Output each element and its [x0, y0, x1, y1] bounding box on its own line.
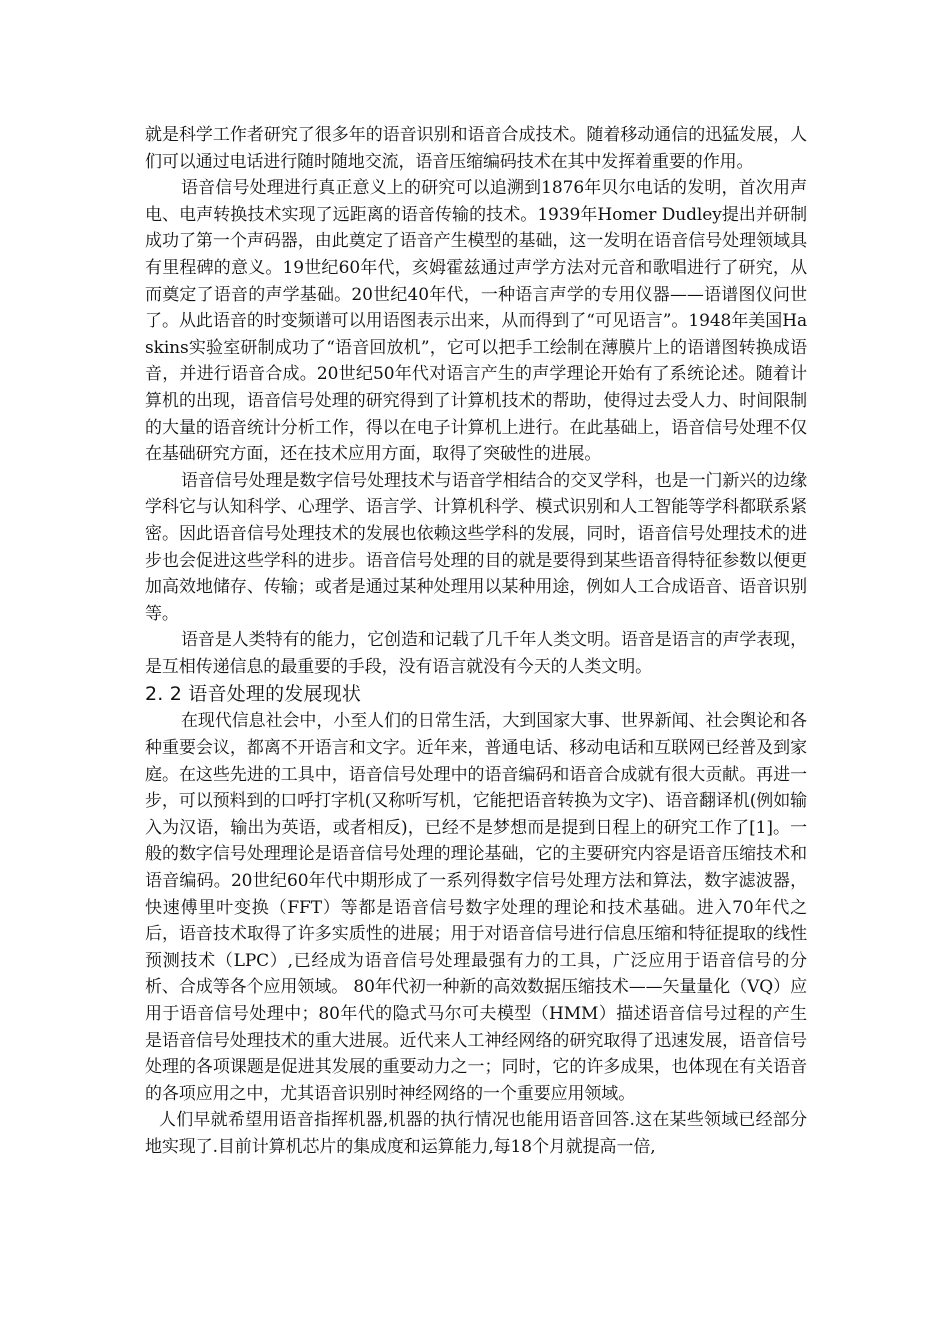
paragraph-continuation: 就是科学工作者研究了很多年的语音识别和语音合成技术。随着移动通信的迅猛发展，人们可以通过电话进行随时随地交流，语音压缩编码技术在其中发挥着重要的作用。: [145, 125, 807, 172]
paragraph-speech-ability: 语音是人类特有的能力，它创造和记载了几千年人类文明。语音是语言的声学表现，是互相传递信息的最重要的手段，没有语言就没有今天的人类文明。: [145, 630, 807, 677]
paragraph-history: 语音信号处理进行真正意义上的研究可以追溯到1876年贝尔电话的发明，首次用声电、电声转换技术实现了远距离的语音传输的技术。1939年Homer Dudley提出并研制成功了第一个声码器，由此奠定了语音产生模型的基础，这一发明在语音信号处理领域具有里程碑的意义。19世纪60年代，亥姆霍兹通过声学方法对元音和歌唱进行了研究，从而奠定了语音的声学基础。20世纪40年代，一种语言声学的专用仪器——语谱图仪问世了。从此语音的时变频谱可以用语图表示出来，从而得到了“可见语言”。1948年美国Haskins实验室研制成功了“语音回放机”，它可以把手工绘制在薄膜片上的语谱图转换成语音，并进行语音合成。20世纪50年代对语言产生的声学理论开始有了系统论述。随着计算机的出现，语音信号处理的研究得到了计算机技术的帮助，使得过去受人力、时间限制的大量的语音统计分析工作，得以在电子计算机上进行。在此基础上，语音信号处理不仅在基础研究方面，还在技术应用方面，取得了突破性的进展。: [145, 178, 807, 465]
document-page: [145, 122, 807, 1161]
section-heading: 2. 2 语音处理的发展现状: [145, 683, 362, 706]
paragraph-interdisciplinary: 语音信号处理是数字信号处理技术与语音学相结合的交叉学科，也是一门新兴的边缘学科它与认知科学、心理学、语言学、计算机科学、模式识别和人工智能等学科都联系紧密。因此语音信号处理技术的发展也依赖这些学科的发展，同时，语音信号处理技术的进步也会促进这些学科的进步。语音信号处理的目的就是要得到某些语音得特征参数以便更加高效地储存、传输；或者是通过某种处理用以某种用途，例如人工合成语音、语音识别等。: [145, 470, 807, 624]
paragraph-voice-command: 人们早就希望用语音指挥机器,机器的执行情况也能用语音回答.这在某些领域已经部分地实现了.目前计算机芯片的集成度和运算能力,每18个月就提高一倍,: [145, 1110, 807, 1157]
paragraph-current-status: 在现代信息社会中，小至人们的日常生活，大到国家大事、世界新闻、社会舆论和各种重要会议，都离不开语言和文字。近年来，普通电话、移动电话和互联网已经普及到家庭。在这些先进的工具中，语音信号处理中的语音编码和语音合成就有很大贡献。再进一步，可以预料到的口呼打字机(又称听写机，它能把语音转换为文字)、语音翻译机(例如输入为汉语，输出为英语，或者相反)，已经不是梦想而是提到日程上的研究工作了[1]。一般的数字信号处理理论是语音信号处理的理论基础，它的主要研究内容是语音压缩技术和语音编码。20世纪60年代中期形成了一系列得数字信号处理方法和算法，数字滤波器，快速傅里叶变换（FFT）等都是语音信号数字处理的理论和技术基础。进入70年代之后，语音技术取得了许多实质性的进展；用于对语音信号进行信息压缩和特征提取的线性预测技术（LPC）,已经成为语音信号处理最强有力的工具，广泛应用于语音信号的分析、合成等各个应用领域。 80年代初一种新的高效数据压缩技术——矢量量化（VQ）应用于语音信号处理中；80年代的隐式马尔可夫模型（HMM）描述语音信号过程的产生是语音信号处理技术的重大进展。近代来人工神经网络的研究取得了迅速发展，语音信号处理的各项课题是促进其发展的重要动力之一；同时，它的许多成果，也体现在有关语音的各项应用之中，尤其语音识别时神经网络的一个重要应用领域。: [145, 711, 807, 1104]
